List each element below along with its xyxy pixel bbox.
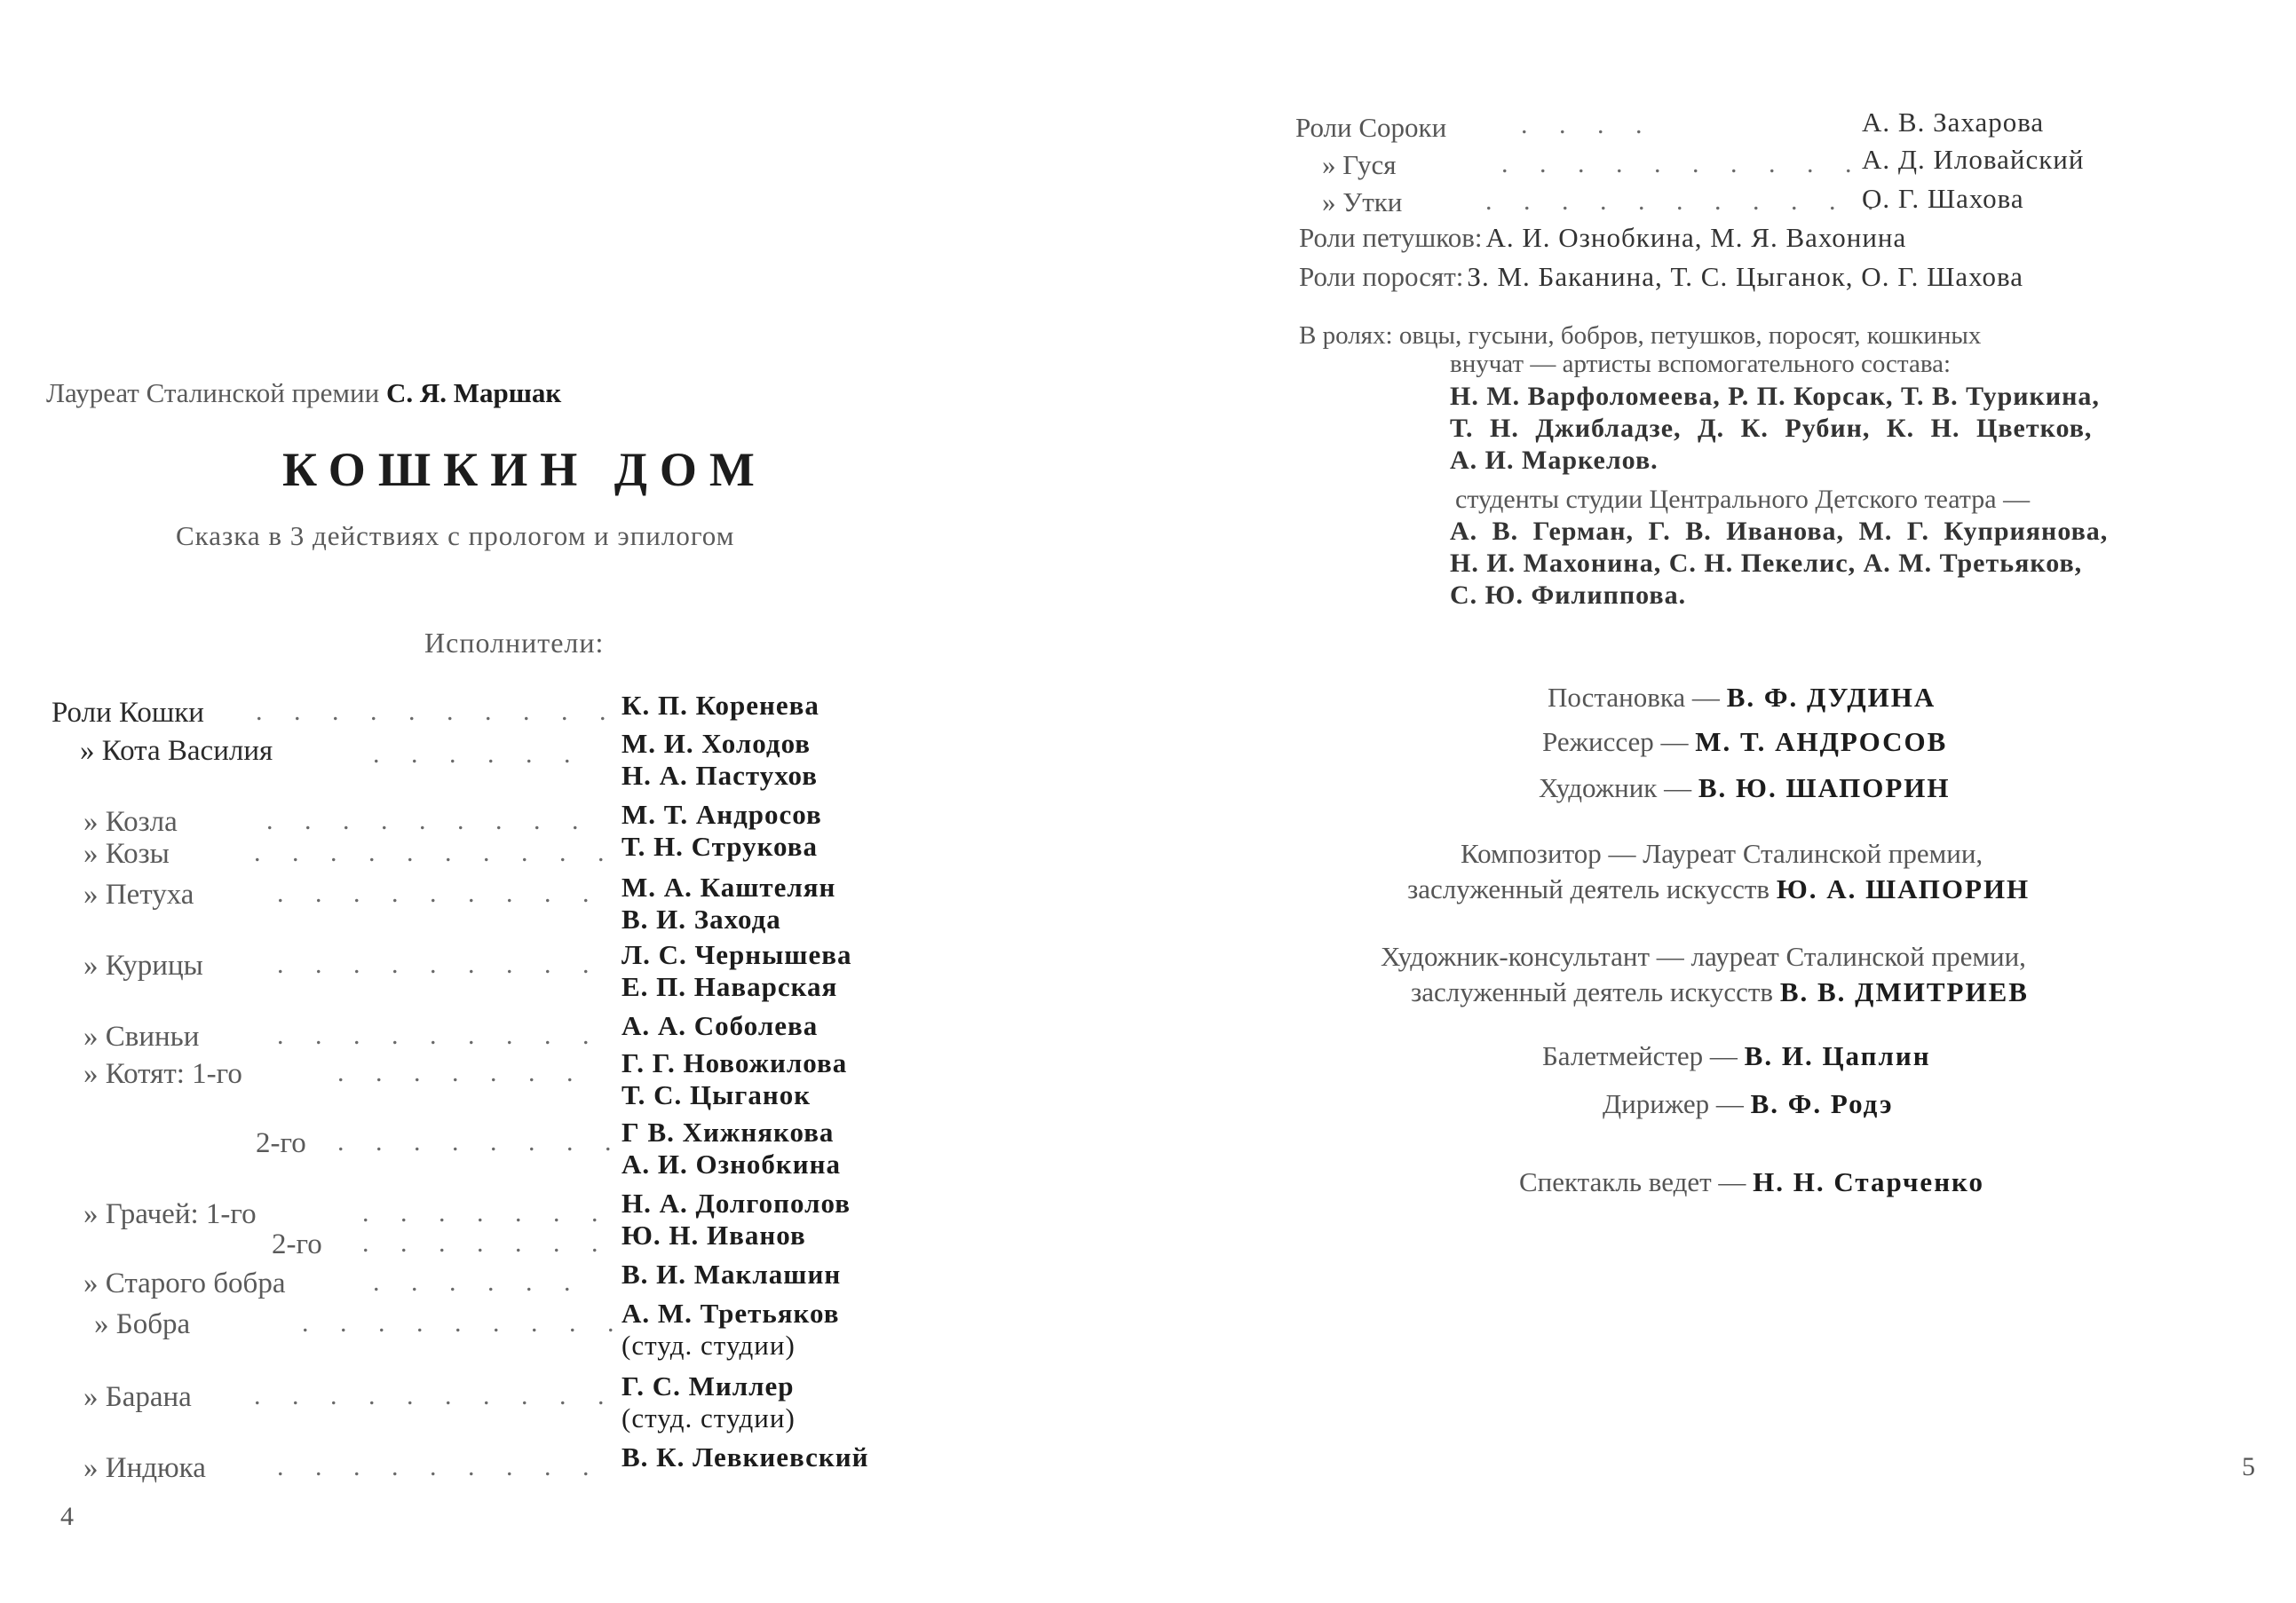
ensemble-line: внучат — артисты вспомогательного состава: (1450, 350, 1952, 378)
credit-staging (1548, 682, 1936, 714)
cast-role: » Кота Василия (80, 735, 273, 767)
author-name: С. Я. Маршак (385, 377, 562, 408)
leader-dots: . . . . . . . . . (277, 950, 602, 979)
page-number: 5 (2242, 1452, 2255, 1481)
leader-dots: . . . . . . . . . (277, 879, 602, 908)
credit-name: В. И. Цаплин (1744, 1040, 1931, 1071)
staff-names: А. И. Маркелов. (1450, 446, 1659, 475)
credit-stage-manager (1519, 1166, 1984, 1198)
credit-consultant (1381, 941, 2026, 973)
cast-role: » Утки (1322, 186, 1403, 217)
credit-director (1542, 726, 1947, 758)
cast-role: » Барана (83, 1381, 192, 1413)
leader-dots: . . . . . . . . . (302, 1308, 627, 1338)
cast-actor-note: (студ. студии) (622, 1330, 796, 1361)
cast-actor: М. А. Каштелян (622, 872, 836, 903)
cast-role: Роли Сороки (1295, 112, 1447, 143)
leader-dots: . . . . . . . . . (277, 1021, 602, 1050)
leader-dots: . . . . . . . (362, 1198, 611, 1228)
credit-label: Композитор — Лауреат Сталинской премии, (1461, 838, 1983, 869)
cast-actor: Г. С. Миллер (622, 1370, 795, 1402)
cast-role: Роли Кошки (51, 697, 204, 729)
cast-actor: В. И. Маклашин (622, 1259, 842, 1290)
cast-role: » Грачей: 1-го (83, 1198, 257, 1230)
credit-conductor (1603, 1088, 1894, 1120)
credit-name: В. Ю. ШАПОРИН (1698, 772, 1951, 803)
cast-role: » Козла (83, 806, 178, 838)
cast-role: 2-го (272, 1228, 322, 1260)
credit-label: Художник-консультант — лауреат Сталинской премии, (1381, 941, 2026, 972)
cast-actor: Ю. Н. Иванов (622, 1220, 806, 1251)
piglets-line (1299, 261, 2023, 293)
leader-dots: . . . . . . . . . . (254, 838, 617, 867)
play-title: КОШКИН ДОМ (282, 443, 767, 496)
leader-dots: . . . . . . . (362, 1228, 611, 1258)
leader-dots: . . . . . . . (337, 1058, 586, 1087)
cast-role: » Старого бобра (83, 1267, 286, 1299)
right-page (1148, 0, 2296, 1603)
credit-name: Ю. А. ШАПОРИН (1776, 873, 2031, 904)
credit-label: Дирижер — (1603, 1088, 1744, 1119)
credit-composer-title (1407, 873, 2030, 905)
cast-actor: Л. С. Чернышева (622, 939, 852, 970)
leader-dots: . . . . . . . . . . . (1485, 186, 1887, 216)
leader-dots: . . . . . . . . . (277, 1452, 602, 1481)
credit-label: Спектакль ведет — (1519, 1166, 1746, 1197)
play-subtitle: Сказка в 3 действиях с прологом и эпилогом (176, 520, 735, 551)
cast-actor: А. М. Третьяков (622, 1298, 840, 1329)
credit-label: Балетмейстер — (1542, 1040, 1738, 1071)
credit-name: В. Ф. Родэ (1750, 1088, 1894, 1119)
page-number: 4 (60, 1502, 74, 1531)
credit-choreographer (1542, 1040, 1931, 1072)
cast-actor: М. И. Холодов (622, 728, 812, 759)
credit-composer (1461, 838, 1983, 870)
roosters-line (1299, 222, 1906, 254)
cast-role: » Бобра (94, 1308, 191, 1340)
staff-names: Н. М. Варфоломеева, Р. П. Корсак, Т. В. Турикина, (1450, 382, 2100, 411)
student-names: А. В. Герман, Г. В. Иванова, М. Г. Куприянова, (1450, 517, 2109, 546)
ensemble-line: В ролях: овцы, гусыни, бобров, петушков, поросят, кошкиных (1299, 321, 1982, 350)
credit-label: Художник — (1539, 772, 1692, 803)
cast-actor: О. Г. Шахова (1862, 183, 2024, 214)
cast-actor: Г В. Хижнякова (622, 1117, 835, 1148)
cast-actor: М. Т. Андросов (622, 799, 822, 830)
leader-dots: . . . . . . . . . (266, 806, 591, 835)
credit-artist (1539, 772, 1951, 804)
laureate-line (46, 377, 561, 409)
cast-role: » Петуха (83, 879, 194, 911)
leader-dots: . . . . . . (373, 1267, 583, 1297)
cast-actor: А. А. Соболева (622, 1010, 819, 1041)
cast-actor: К. П. Коренева (622, 690, 819, 721)
cast-actor: А. В. Захарова (1862, 107, 2045, 138)
credit-name: М. Т. АНДРОСОВ (1695, 726, 1948, 757)
leader-dots: . . . . . . . . . . (256, 697, 619, 726)
cast-actor: А. И. Ознобкина (622, 1149, 842, 1180)
cast-role: » Гуся (1322, 149, 1397, 180)
cast-actor: Т. С. Цыганок (622, 1079, 812, 1110)
credit-label: Постановка — (1548, 682, 1720, 713)
roosters-names: А. И. Ознобкина, М. Я. Вахонина (1485, 222, 1907, 253)
cast-role: 2-го (256, 1127, 306, 1159)
credit-name: Н. Н. Старченко (1753, 1166, 1985, 1197)
cast-actor: Н. А. Пастухов (622, 760, 818, 791)
piglets-names: З. М. Баканина, Т. С. Цыганок, О. Г. Шахова (1467, 261, 2023, 292)
cast-actor: В. И. Захода (622, 904, 781, 935)
cast-role: » Козы (83, 838, 170, 870)
credit-label: заслуженный деятель искусств (1407, 873, 1770, 904)
student-names: Н. И. Махонина, С. Н. Пекелис, А. М. Третьяков, (1450, 549, 2083, 578)
credit-consultant-title (1411, 976, 2029, 1008)
cast-role: » Свиньи (83, 1021, 200, 1053)
leader-dots: . . . . (1521, 110, 1655, 139)
credit-label: заслуженный деятель искусств (1411, 976, 1774, 1007)
leader-dots: . . . . . . . . . . (254, 1381, 617, 1410)
cast-actor: Г. Г. Новожилова (622, 1047, 848, 1078)
cast-role: » Курицы (83, 950, 203, 982)
cast-actor: Т. Н. Струкова (622, 831, 819, 862)
students-intro: студенты студии Центрального Детского театра — (1455, 485, 2031, 514)
cast-role: » Индюка (83, 1452, 206, 1484)
student-names: С. Ю. Филиппова. (1450, 580, 1687, 610)
credit-label: Режиссер — (1542, 726, 1689, 757)
cast-actor: В. К. Левкиевский (622, 1441, 869, 1473)
credit-name: В. Ф. ДУДИНА (1726, 682, 1936, 713)
cast-actor: Е. П. Наварская (622, 971, 838, 1002)
cast-role: » Котят: 1-го (83, 1058, 242, 1090)
piglets-label: Роли поросят: (1299, 261, 1464, 292)
cast-actor: Н. А. Долгополов (622, 1188, 851, 1219)
leader-dots: . . . . . . (373, 739, 583, 769)
laureate-prefix: Лауреат Сталинской премии (46, 377, 380, 408)
staff-names: Т. Н. Джибладзе, Д. К. Рубин, К. Н. Цветков, (1450, 414, 2093, 443)
roosters-label: Роли петушков: (1299, 222, 1483, 253)
leader-dots: . . . . . . . . (337, 1127, 624, 1157)
cast-actor-note: (студ. студии) (622, 1402, 796, 1433)
credit-name: В. В. ДМИТРИЕВ (1779, 976, 2029, 1007)
leader-dots: . . . . . . . . . . (1501, 149, 1865, 178)
cast-actor: А. Д. Иловайский (1862, 144, 2085, 175)
performers-heading: Исполнители: (424, 627, 605, 659)
